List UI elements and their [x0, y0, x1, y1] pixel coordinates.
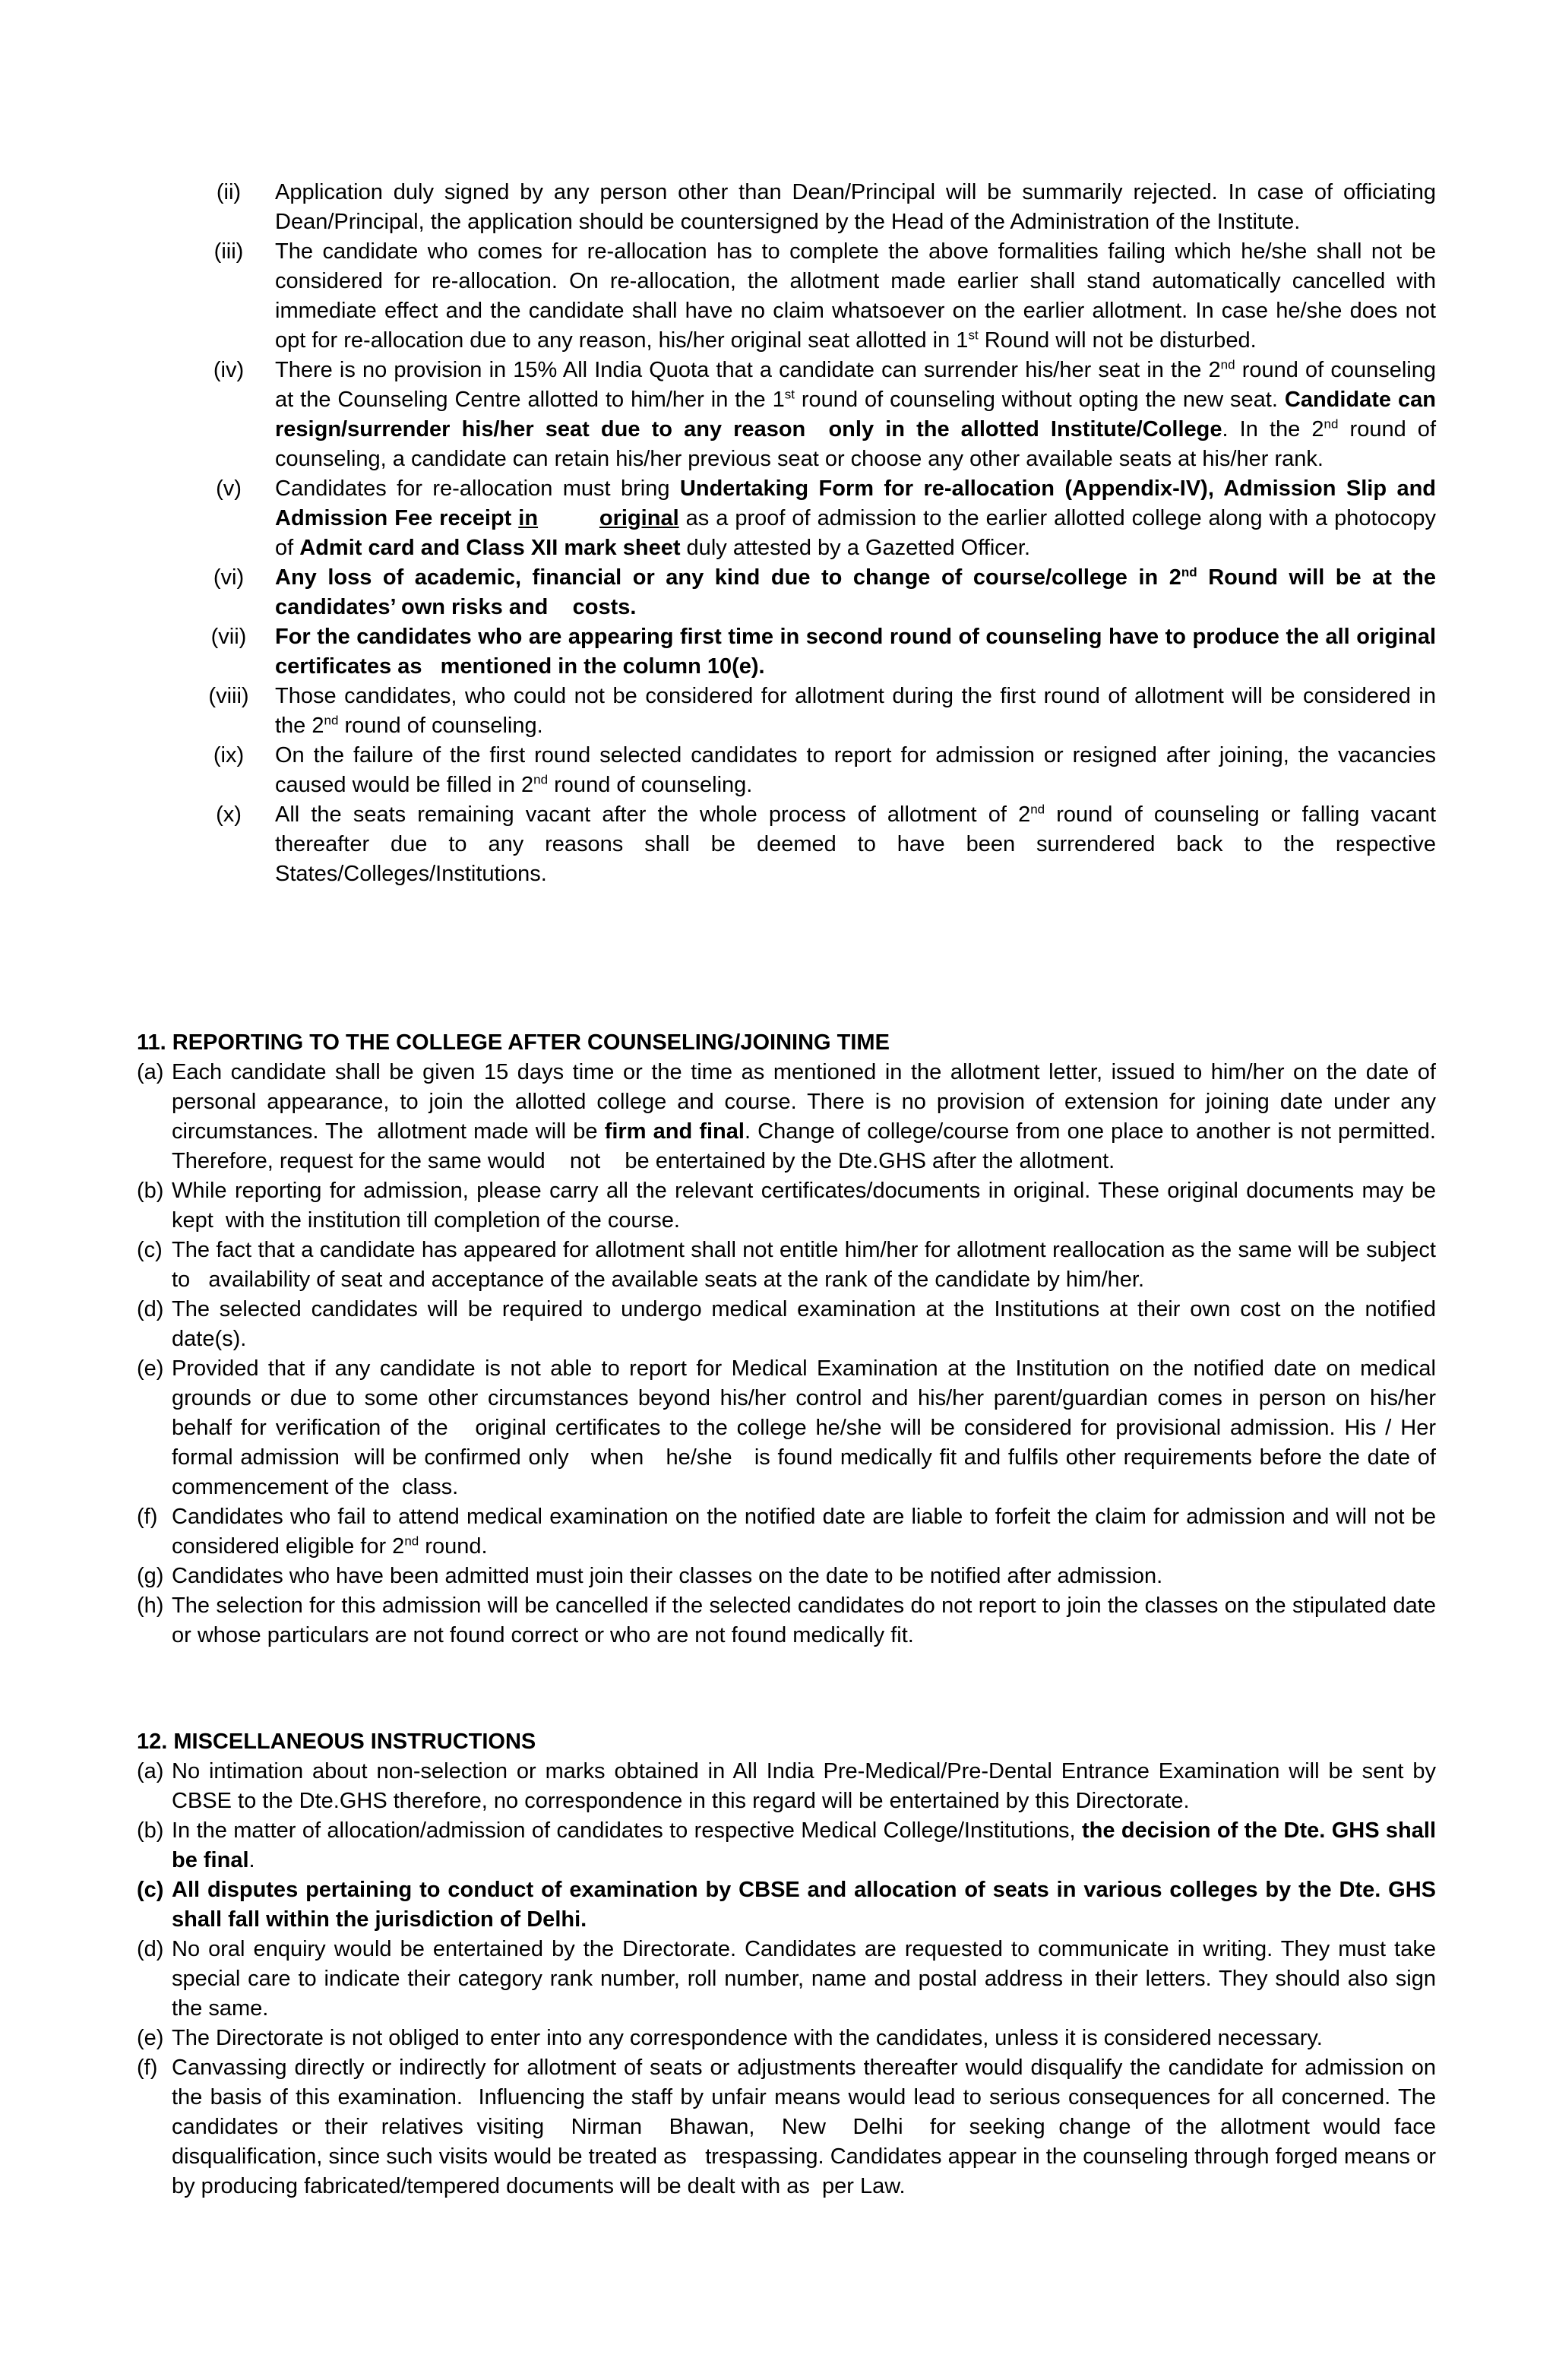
rule-item	[182, 622, 1443, 682]
section-11-item-number: (a)	[137, 1060, 164, 1084]
section-11-item-number: (d)	[137, 1297, 164, 1321]
text-segment: The fact that a candidate has appeared for allotment shall not entitle him/her for allotment reallocation as the same will be subject to availability of seat and acceptance of the available seats at the rank of the candidate by him/her.	[172, 1238, 1443, 1292]
section-11-item	[137, 1058, 1461, 1176]
rule-item-text	[275, 474, 1443, 563]
rule-item	[182, 741, 1443, 800]
ordinal-suffix: nd	[1030, 802, 1045, 817]
section-12-item	[137, 1935, 1449, 2024]
rule-item-text	[275, 741, 1443, 800]
section-11-item	[137, 1236, 1443, 1295]
rule-item	[182, 237, 1443, 356]
text-segment: For the candidates who are appearing first time in second round of counseling have to produce the all original certificates as mentioned in the column 10(e).	[275, 625, 1443, 679]
section-12-item-text	[172, 2024, 1436, 2053]
section-11-item-text	[172, 1502, 1443, 1562]
rule-item-number: (v)	[216, 476, 242, 501]
section-12-heading: 12. MISCELLANEOUS INSTRUCTIONS	[137, 1730, 536, 1754]
section-12-item-number: (a)	[137, 1759, 164, 1783]
text-segment: round of counseling or falling vacant thereafter due to any reasons shall be deemed to have been surrendered back to the respective States/Colleges/Institutions.	[275, 802, 1443, 886]
text-segment: Canvassing directly or indirectly for allotment of seats or adjustments thereafter would disqualify the candidate for admission on the basis of this examination. Influencing the staff by unfair means would lead to serious consequences for all concerned. The candidates or their relatives visiting Nirman Bhawan, New Delhi for seeking change of the allotment would face disqualification, since such visits would be treated as trespassing. Candidates appear in the counseling through forged means or by producing fabricated/tempered documents will be dealt with as per Law.	[172, 2056, 1443, 2198]
section-11-item	[137, 1591, 1443, 1650]
text-segment: All disputes pertaining to conduct of examination by CBSE and allocation of seats in various colleges by the Dte. GHS shall fall within the jurisdiction of Delhi.	[172, 1878, 1443, 1932]
text-segment: Any loss of academic, financial or any kind due to change of course/college in 2	[275, 565, 1181, 590]
ordinal-suffix: nd	[404, 1533, 419, 1549]
text-segment: No oral enquiry would be entertained by the Directorate. Candidates are requested to communicate in writing. They must take special care to indicate their category rank number, roll number, name and postal address in their letters. They should also sign the same.	[172, 1937, 1449, 2021]
text-segment: .	[248, 1848, 255, 1872]
text-segment: Round will be at the candidates’ own risks and costs.	[275, 565, 1443, 619]
text-segment: Undertaking Form for re-allocation (Appendix-IV), Admission Slip and Admission Fee receipt	[275, 476, 1441, 530]
rule-item-number: (vi)	[213, 565, 245, 590]
text-segment: The selection for this admission will be cancelled if the selected candidates do not report to join the classes on the stipulated date or whose particulars are not found correct or who are not found medically fit.	[172, 1594, 1443, 1647]
ordinal-suffix: nd	[1220, 357, 1235, 372]
section-12-item	[137, 2053, 1443, 2201]
section-11-item-number: (e)	[137, 1356, 164, 1381]
section-11	[137, 1028, 1461, 1650]
text-segment: The selected candidates will be required to undergo medical examination at the Institutions at their own cost on the notified date(s).	[172, 1297, 1443, 1351]
text-segment: In the matter of allocation/admission of candidates to respective Medical College/Institutions,	[172, 1818, 1082, 1843]
section-11-item-text	[172, 1295, 1443, 1354]
rule-item-text	[275, 356, 1443, 474]
section-12-list	[137, 1757, 1449, 2201]
text-segment: round of counseling without opting the new seat.	[794, 388, 1285, 412]
rule-item	[182, 563, 1443, 622]
section-11-item	[137, 1354, 1443, 1502]
ordinal-suffix: st	[784, 387, 795, 402]
section-11-item-number: (b)	[137, 1179, 164, 1203]
text-segment: round of counseling.	[338, 714, 543, 738]
rule-item	[182, 178, 1443, 237]
rule-item-number: (x)	[216, 802, 242, 827]
ordinal-suffix: nd	[324, 713, 339, 728]
rule-item	[182, 474, 1443, 563]
section-12-item-number: (c)	[137, 1878, 164, 1902]
section-12-item-number: (e)	[137, 2026, 164, 2050]
section-11-item-text	[172, 1591, 1443, 1650]
section-12-item-number: (f)	[137, 2056, 158, 2080]
rule-item-number: (ix)	[213, 743, 245, 767]
text-segment: as a proof of admission to the earlier allotted college along with a photocopy of	[275, 506, 1443, 560]
text-segment: Provided that if any candidate is not able to report for Medical Examination at the Institution on the notified date on medical grounds or due to some other circumstances beyond his/her control and his/her parent/guardian comes in person on his/her behalf for verification of the original certificates to the college he/she will be considered for provisional admission. His / Her formal admission will be confirmed only when he/she is found medically fit and fulfils other requirements before the date of commencement of the class.	[172, 1356, 1443, 1499]
section-11-item	[137, 1295, 1443, 1354]
section-12-item-text	[172, 1757, 1443, 1816]
rule-item-number: (viii)	[208, 684, 249, 708]
reallocation-rules-list	[182, 178, 1443, 889]
rule-item	[182, 682, 1443, 741]
text-segment: Admit card and Class XII mark sheet	[299, 536, 681, 560]
text-segment: original	[599, 506, 679, 530]
rule-item	[182, 800, 1443, 889]
text-segment: the decision of the Dte. GHS shall be final	[172, 1818, 1443, 1872]
ordinal-suffix: nd	[1324, 416, 1339, 432]
section-11-item-text	[172, 1562, 1436, 1591]
section-12-item-number: (b)	[137, 1818, 164, 1843]
text-segment: There is no provision in 15% All India Quota that a candidate can surrender his/her seat in the 2	[275, 358, 1221, 382]
rule-item-text	[275, 563, 1443, 622]
section-12-item	[137, 2024, 1436, 2053]
text-segment: . Change of college/course from one place to another is not permitted. Therefore, request for the same would not be entertained by the Dte.GHS after the allotment.	[172, 1119, 1442, 1173]
section-11-heading: 11. REPORTING TO THE COLLEGE AFTER COUNSELING/JOINING TIME	[137, 1030, 890, 1055]
rule-item-number: (ii)	[216, 180, 242, 204]
section-12-item	[137, 1816, 1443, 1875]
text-segment: . In the 2	[1222, 417, 1324, 442]
section-12-item-text	[172, 1875, 1443, 1935]
rule-item-text	[275, 237, 1443, 356]
text-segment: On the failure of the first round selected candidates to report for admission or resigned after joining, the vacancies caused would be filled in 2	[275, 743, 1443, 797]
rule-item	[182, 356, 1443, 474]
text-segment: Candidates who have been admitted must join their classes on the date to be notified after admission.	[172, 1564, 1163, 1588]
text-segment: The candidate who comes for re-allocation has to complete the above formalities failing which he/she shall not be considered for re-allocation. On re-allocation, the allotment made earlier shall stand automatically cancelled with immediate effect and the candidate shall have no claim whatsoever on the earlier allotment. In case he/she does not opt for re-allocation due to any reason, his/her original seat allotted in 1	[275, 239, 1443, 353]
section-11-item-text	[172, 1236, 1443, 1295]
section-12-item	[137, 1875, 1443, 1935]
text-segment: firm and final	[604, 1119, 745, 1144]
text-segment: Candidate can resign/surrender his/her seat due to any reason only in the allotted Institute/College	[275, 388, 1443, 442]
rule-item-number: (vii)	[210, 625, 247, 649]
section-11-item	[137, 1176, 1443, 1236]
section-12-item-number: (d)	[137, 1937, 164, 1961]
section-11-list	[137, 1058, 1461, 1650]
text-segment: round of counseling at the Counseling Centre allotted to him/her in the 1	[275, 358, 1443, 412]
section-12-item	[137, 1757, 1443, 1816]
section-11-item-text	[172, 1176, 1443, 1236]
section-11-item-number: (f)	[137, 1505, 158, 1529]
text-segment: round.	[419, 1534, 488, 1559]
rule-item-text	[275, 800, 1443, 889]
section-11-item-number: (c)	[137, 1238, 163, 1262]
ordinal-suffix: st	[968, 328, 979, 343]
text-segment: All the seats remaining vacant after the whole process of allotment of 2	[275, 802, 1031, 827]
section-12-item-text	[172, 2053, 1443, 2201]
text-segment: The Directorate is not obliged to enter into any correspondence with the candidates, unless it is considered necessary.	[172, 2026, 1323, 2050]
ordinal-suffix: nd	[533, 772, 549, 787]
ordinal-suffix: nd	[1181, 565, 1197, 580]
text-segment: Round will not be disturbed.	[978, 328, 1257, 353]
rule-item-text	[275, 622, 1443, 682]
section-11-item-text	[172, 1354, 1443, 1502]
text-segment: Each candidate shall be given 15 days time or the time as mentioned in the allotment letter, issued to him/her on the date of personal appearance, to join the allotted college and course. There is no provision of extension for joining date under any circumstances. The allotment made will be	[172, 1060, 1461, 1144]
text-segment: round of counseling.	[548, 773, 753, 797]
section-12	[137, 1727, 1449, 2201]
section-11-item-text	[172, 1058, 1461, 1176]
section-12-item-text	[172, 1816, 1443, 1875]
rule-item-number: (iii)	[213, 239, 244, 264]
text-segment: Those candidates, who could not be considered for allotment during the first round of allotment will be considered in the 2	[275, 684, 1443, 738]
text-segment: in	[518, 506, 539, 530]
section-11-item-number: (g)	[137, 1564, 164, 1588]
rule-item-text	[275, 178, 1443, 237]
rule-item-number: (iv)	[213, 358, 245, 382]
text-segment: duly attested by a Gazetted Officer.	[680, 536, 1031, 560]
section-11-item	[137, 1562, 1436, 1591]
text-segment: round of counseling, a candidate can retain his/her previous seat or choose any other available seats at his/her rank.	[275, 417, 1443, 471]
text-segment: While reporting for admission, please carry all the relevant certificates/documents in original. These original documents may be kept with the institution till completion of the course.	[172, 1179, 1443, 1233]
section-11-item	[137, 1502, 1443, 1562]
rule-item-text	[275, 682, 1443, 741]
section-12-item-text	[172, 1935, 1449, 2024]
text-segment	[538, 506, 599, 530]
text-segment: Application duly signed by any person other than Dean/Principal will be summarily rejected. In case of officiating Dean/Principal, the application should be countersigned by the Head of the Administration of the Institute.	[275, 180, 1443, 234]
section-11-item-number: (h)	[137, 1594, 164, 1618]
text-segment: No intimation about non-selection or marks obtained in All India Pre-Medical/Pre-Dental Entrance Examination will be sent by CBSE to the Dte.GHS therefore, no correspondence in this regard will be entertained by this Directorate.	[172, 1759, 1443, 1813]
text-segment: Candidates for re-allocation must bring	[275, 476, 680, 501]
text-segment: Candidates who fail to attend medical examination on the notified date are liable to forfeit the claim for admission and will not be considered eligible for 2	[172, 1505, 1443, 1559]
